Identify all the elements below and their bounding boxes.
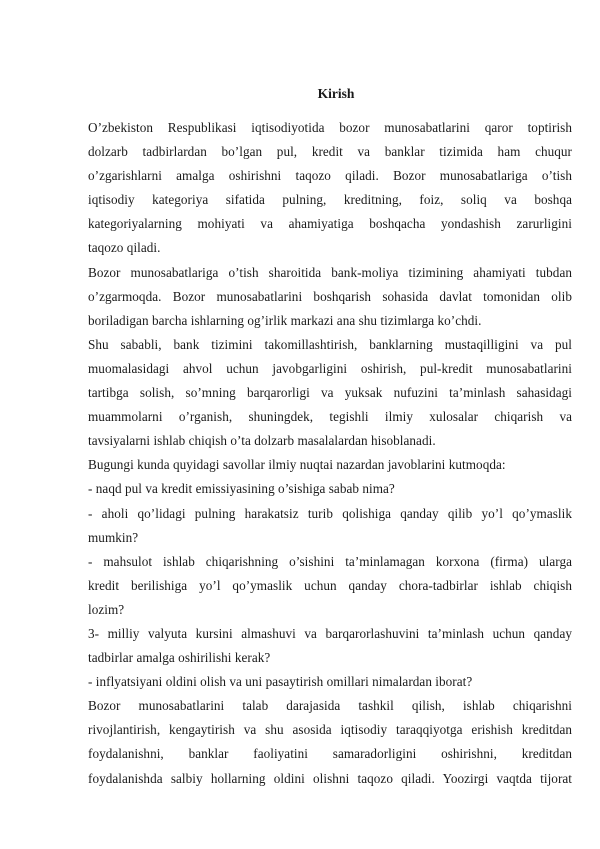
text-line: kategoriyalarning mohiyati va ahamiyatiga boshqacha yondashish zarurligini [88, 216, 572, 232]
paragraph [88, 333, 572, 453]
text-line: foydalanishda salbiy hollarning oldini olishni taqozo qiladi. Yoozirgi vaqtda tijorat [88, 770, 572, 786]
text-line: tavsiyalarni ishlab chiqish o’ta dolzarb masalalardan hisoblanadi. [88, 433, 436, 449]
text-line: muammolarni o’rganish, shuningdek, tegishli ilmiy xulosalar chiqarish va [88, 409, 572, 425]
text-line: mumkin? [88, 529, 139, 545]
paragraph [88, 261, 572, 333]
paragraph [88, 453, 572, 477]
text-line: tadbirlar amalga oshirilishi kerak? [88, 650, 271, 666]
text-line: - inflyatsiyani oldini olish va uni pasaytirish omillari nimalardan iborat? [88, 674, 473, 690]
text-line: o’zgarmoqda. Bozor munosabatlarini boshqarish sohasida davlat tomonidan olib [88, 288, 572, 304]
text-line: o’zgarishlarni amalga oshirishni taqozo qiladi. Bozor munosabatlariga o’tish [88, 168, 572, 184]
paragraph [88, 502, 572, 550]
text-line: Bozor munosabatlarini talab darajasida tashkil qilish, ishlab chiqarishni [88, 698, 572, 714]
paragraph [88, 670, 572, 694]
text-line: taqozo qiladi. [88, 240, 161, 256]
text-line: - mahsulot ishlab chiqarishning o’sishini ta’minlamagan korxona (firma) ularga [88, 553, 572, 569]
page-title: Kirish [317, 86, 355, 101]
text-line: tartibga solish, so’mning barqarorligi va yuksak nufuzini ta’minlash sahasidagi [88, 385, 572, 401]
paragraph [88, 477, 572, 501]
text-line: Shu sababli, bank tizimini takomillashtirish, banklarning mustaqilligini va pul [88, 336, 572, 352]
text-line: - naqd pul va kredit emissiyasining o’sishiga sabab nima? [88, 481, 395, 497]
text-line: Bugungi kunda quyidagi savollar ilmiy nuqtai nazardan javoblarini kutmoqda: [88, 457, 506, 473]
text-line: O’zbekiston Respublikasi iqtisodiyotida bozor munosabatlarini qaror toptirish [88, 120, 572, 135]
text-line: iqtisodiy kategoriya sifatida pulning, kreditning, foiz, soliq va boshqa [88, 192, 572, 208]
text-line: Bozor munosabatlariga o’tish sharoitida bank-moliya tizimining ahamiyati tubdan [88, 264, 572, 280]
text-line: rivojlantirish, kengaytirish va shu asosida iqtisodiy taraqqiyotga erishish kreditdan [88, 722, 572, 738]
document-body [88, 116, 572, 791]
text-line: 3- milliy valyuta kursini almashuvi va barqarorlashuvini ta’minlash uchun qanday [88, 625, 572, 641]
paragraph [88, 622, 572, 670]
text-line: boriladigan barcha ishlarning og’irlik markazi ana shu tizimlarga ko’chdi. [88, 312, 482, 328]
paragraph [88, 116, 572, 261]
text-line: - aholi qo’lidagi pulning harakatsiz turib qolishiga qanday qilib yo’l qo’ymaslik [88, 505, 572, 521]
paragraph [88, 694, 572, 790]
text-line: muomalasidagi ahvol uchun javobgarligini oshirish, pul-kredit munosabatlarini [88, 360, 572, 376]
paragraph [88, 550, 572, 622]
text-line: foydalanishni, banklar faoliyatini samaradorligini oshirishni, kreditdan [88, 746, 572, 762]
text-line: lozim? [88, 601, 125, 617]
text-line: kredit berilishiga yo’l qo’ymaslik uchun qanday chora-tadbirlar ishlab chiqish [88, 577, 572, 593]
text-line: dolzarb tadbirlardan bo’lgan pul, kredit va banklar tizimida ham chuqur [88, 144, 572, 160]
